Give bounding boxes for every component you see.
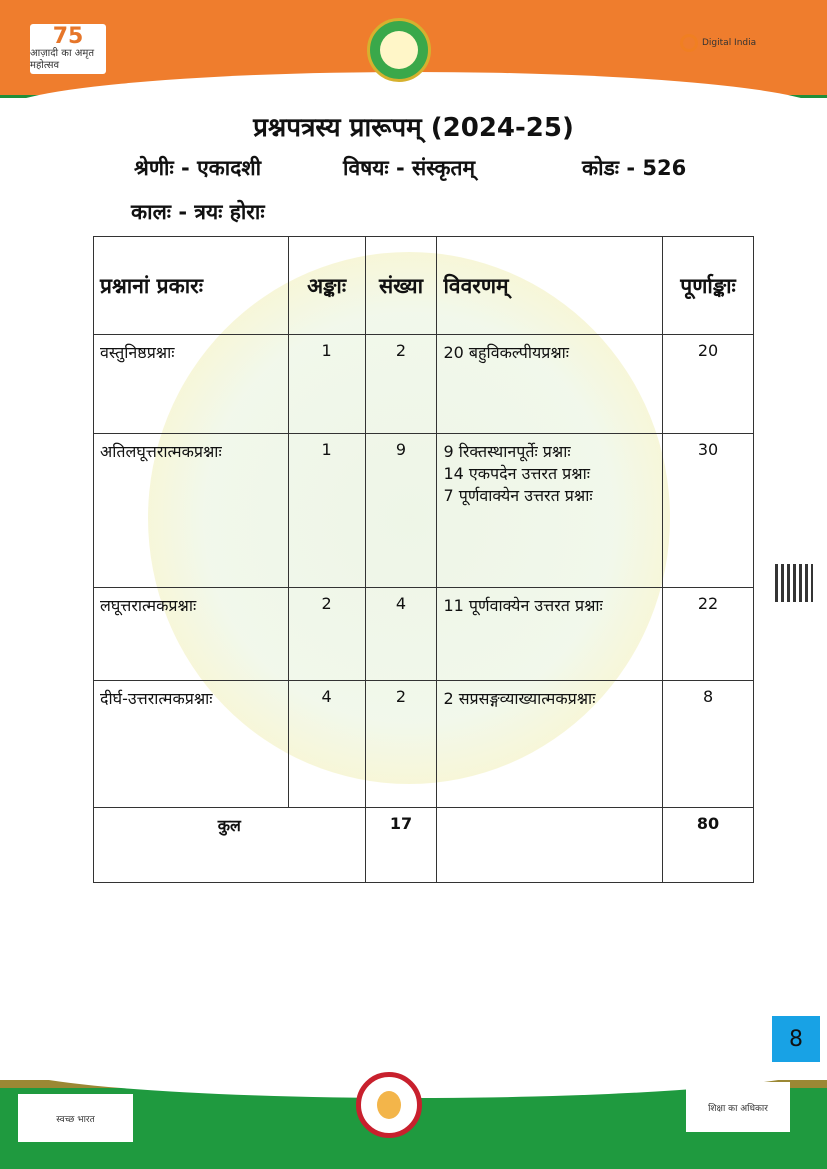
- table-total-row: [94, 808, 754, 883]
- header-type: प्रश्नानां प्रकारः: [94, 237, 289, 335]
- row-count: 4: [365, 588, 437, 681]
- row-count: 2: [365, 335, 437, 434]
- page-number: 8: [772, 1016, 820, 1062]
- header-count: संख्या: [365, 237, 437, 335]
- table-row: [94, 588, 754, 681]
- detail-line: 7 पूर्णवाक्येन उत्तरत प्रश्नाः: [443, 486, 593, 505]
- row-marks: 1: [288, 434, 365, 588]
- beti-bachao-logo-icon: [356, 1072, 422, 1138]
- duration-label: कालः - त्रयः होराः: [131, 200, 265, 224]
- row-type: लघूत्तरात्मकप्रश्नाः: [94, 588, 289, 681]
- row-type: वस्तुनिष्ठप्रश्नाः: [94, 335, 289, 434]
- subject-label: विषयः - संस्कृतम्: [343, 156, 476, 180]
- table-row: [94, 335, 754, 434]
- detail-line: 9 रिक्तस्थानपूर्तेः प्रश्नाः: [443, 442, 571, 461]
- azadi-amrit-mahotsav-logo: [30, 24, 106, 74]
- detail-line: 11 पूर्णवाक्येन उत्तरत प्रश्नाः: [443, 596, 603, 615]
- code-label: कोडः - 526: [582, 156, 687, 180]
- class-label: श्रेणीः - एकादशी: [134, 156, 262, 180]
- table-row: [94, 434, 754, 588]
- detail-line: 20 बहुविकल्पीयप्रश्नाः: [443, 343, 570, 362]
- row-total: 22: [663, 588, 754, 681]
- swachh-bharat-logo: [18, 1094, 133, 1142]
- row-count: 2: [365, 681, 437, 808]
- row-total: 20: [663, 335, 754, 434]
- logo-text: आज़ादी का अमृत महोत्सव: [30, 48, 95, 71]
- qr-code-icon: [775, 564, 813, 602]
- header-marks: अङ्काः: [288, 237, 365, 335]
- logo-number: 75: [52, 24, 84, 49]
- row-type: अतिलघूत्तरात्मकप्रश्नाः: [94, 434, 289, 588]
- row-details: [437, 434, 663, 588]
- row-total: 30: [663, 434, 754, 588]
- total-details-empty: [437, 808, 663, 883]
- question-pattern-table: [93, 236, 754, 883]
- row-details: [437, 681, 663, 808]
- row-details: [437, 588, 663, 681]
- digital-india-icon: [680, 34, 698, 52]
- row-count: 9: [365, 434, 437, 588]
- swachh-bharat-text: स्वच्छ भारत: [56, 1114, 95, 1125]
- table-header-row: [94, 237, 754, 335]
- total-label: कुल: [94, 808, 366, 883]
- page-title: प्रश्नपत्रस्य प्रारूपम् (2024-25): [253, 113, 574, 143]
- total-marks: 80: [663, 808, 754, 883]
- rte-text: शिक्षा का अधिकार: [708, 1103, 768, 1114]
- right-to-education-logo: [686, 1082, 790, 1132]
- header-details: विवरणम्: [437, 237, 663, 335]
- detail-line: 2 सप्रसङ्गव्याख्यात्मकप्रश्नाः: [443, 689, 596, 708]
- total-count: 17: [365, 808, 437, 883]
- row-details: [437, 335, 663, 434]
- detail-line: 14 एकपदेन उत्तरत प्रश्नाः: [443, 464, 590, 483]
- row-marks: 1: [288, 335, 365, 434]
- board-seal-icon: [367, 18, 431, 82]
- header-total: पूर्णाङ्काः: [663, 237, 754, 335]
- digital-india-text: Digital India: [702, 38, 757, 48]
- row-marks: 4: [288, 681, 365, 808]
- digital-india-logo: [680, 34, 756, 52]
- row-total: 8: [663, 681, 754, 808]
- table-row: [94, 681, 754, 808]
- row-marks: 2: [288, 588, 365, 681]
- row-type: दीर्घ-उत्तरात्मकप्रश्नाः: [94, 681, 289, 808]
